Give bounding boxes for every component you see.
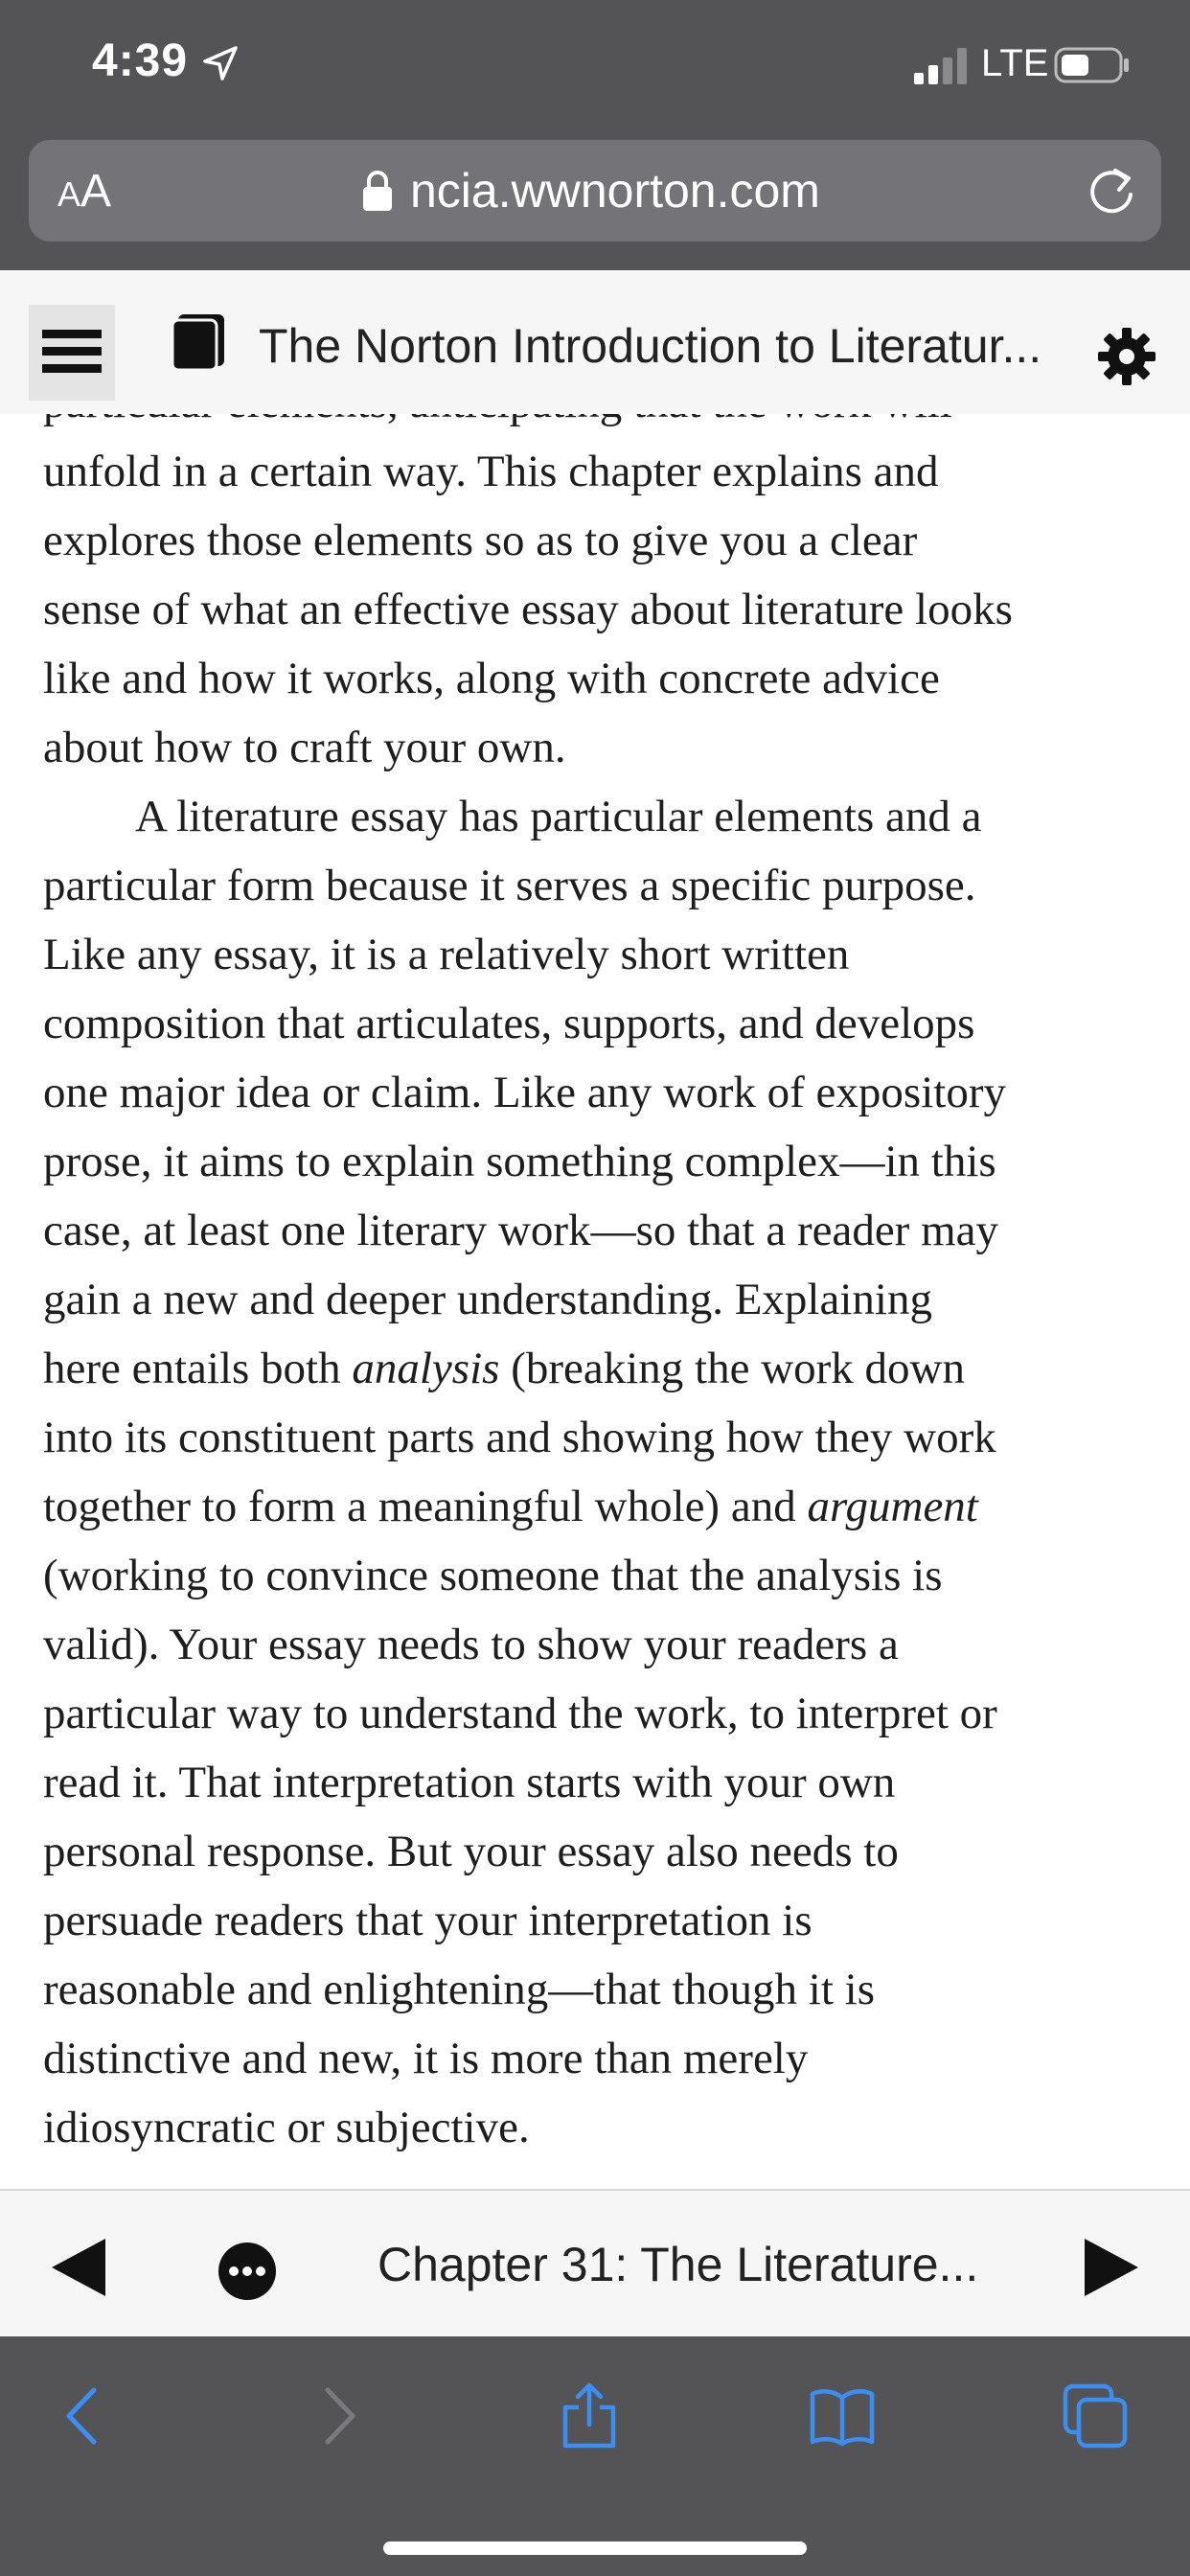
triangle-left-icon[interactable] xyxy=(50,2237,107,2298)
text-line: reasonable and enlightening—that though it is xyxy=(43,1965,876,2014)
url-text[interactable]: ncia.wwnorton.com xyxy=(410,164,820,218)
text-line: (working to convince someone that the analysis is xyxy=(43,1551,943,1600)
gear-icon[interactable] xyxy=(1096,326,1157,387)
text-line: explores those elements so as to give you a clear xyxy=(43,516,918,565)
book-title: The Norton Introduction to Literatur... xyxy=(259,319,1042,373)
ellipsis-circle-icon[interactable] xyxy=(217,2241,278,2302)
text-line: into its constituent parts and showing how they work xyxy=(43,1413,996,1462)
reload-icon[interactable] xyxy=(1085,163,1140,218)
chevron-left-icon[interactable] xyxy=(50,2382,117,2450)
text-line: sense of what an effective essay about literature looks xyxy=(43,585,1013,634)
text-line: idiosyncratic or subjective. xyxy=(43,2103,530,2152)
text-line: A literature essay has particular elements and a xyxy=(135,792,982,841)
text-line: like and how it works, along with concrete advice xyxy=(43,654,940,703)
text-line: about how to craft your own. xyxy=(43,723,566,772)
hamburger-menu-icon xyxy=(42,322,102,381)
menu-button[interactable] xyxy=(29,305,115,401)
reader-header xyxy=(0,270,1190,414)
chevron-right-icon[interactable] xyxy=(305,2382,372,2450)
battery-icon xyxy=(1054,46,1131,84)
italic-term: analysis xyxy=(352,1344,500,1393)
status-bar xyxy=(0,0,1190,126)
signal-icon xyxy=(914,48,970,84)
text-line: here entails both analysis (breaking the work down xyxy=(43,1344,965,1393)
chapter-title[interactable]: Chapter 31: The Literature... xyxy=(378,2238,979,2291)
text-size-button[interactable]: AA xyxy=(57,166,112,217)
address-bar[interactable] xyxy=(29,140,1161,242)
triangle-right-icon[interactable] xyxy=(1083,2237,1140,2298)
text-line: personal response. But your essay also needs to xyxy=(43,1827,899,1876)
home-indicator[interactable] xyxy=(383,2542,807,2555)
location-arrow-icon xyxy=(201,44,240,82)
chapter-nav-bar xyxy=(0,2191,1190,2336)
text-line: valid). Your essay needs to show your readers a xyxy=(43,1620,899,1669)
text-line: persuade readers that your interpretation is xyxy=(43,1896,812,1945)
status-time: 4:39 xyxy=(92,35,189,86)
page-text xyxy=(43,368,1174,2162)
text-line: one major idea or claim. Like any work of expository xyxy=(43,1068,1006,1117)
text-line: gain a new and deeper understanding. Explaining xyxy=(43,1275,932,1324)
lock-icon xyxy=(360,169,395,213)
text-line: Like any essay, it is a relatively short written xyxy=(43,930,850,979)
text-line: case, at least one literary work—so that a reader may xyxy=(43,1206,999,1255)
address-bar-area xyxy=(0,126,1190,270)
browser-toolbar xyxy=(0,2336,1190,2576)
network-type: LTE xyxy=(981,42,1049,84)
share-icon[interactable] xyxy=(556,2382,623,2450)
text-line: together to form a meaningful whole) and argument xyxy=(43,1482,978,1531)
text-line: composition that articulates, supports, and develops xyxy=(43,999,975,1048)
book-icon xyxy=(171,312,228,372)
text-line: particular way to understand the work, to interpret or xyxy=(43,1689,997,1738)
text-line: prose, it aims to explain something complex—in this xyxy=(43,1137,996,1186)
tabs-icon[interactable] xyxy=(1062,2382,1129,2450)
open-book-icon[interactable] xyxy=(809,2382,876,2450)
text-line: read it. That interpretation starts with your own xyxy=(43,1758,896,1807)
text-line: unfold in a certain way. This chapter explains and xyxy=(43,447,939,496)
text-line: particular form because it serves a specific purpose. xyxy=(43,861,976,910)
italic-term: argument xyxy=(807,1482,978,1531)
reading-pane[interactable] xyxy=(0,414,1190,2191)
text-line: distinctive and new, it is more than merely xyxy=(43,2034,809,2083)
